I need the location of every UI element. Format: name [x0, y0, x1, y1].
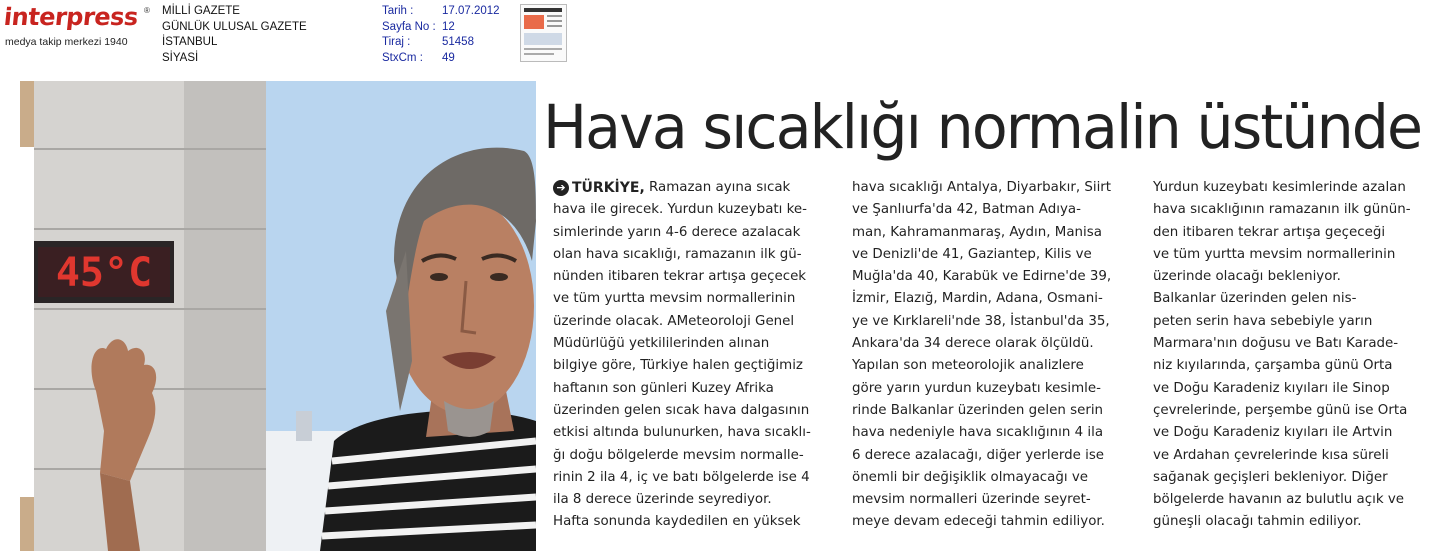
meta-row-stxcm [382, 51, 522, 67]
article-line: ve Doğu Karadeniz kıyıları ile Artvin [1153, 425, 1393, 441]
publication-info [162, 4, 307, 66]
photo-illustration [34, 81, 536, 551]
article-headline: Hava sıcaklığı normalin üstünde [543, 92, 1422, 163]
publication-name: MİLLİ GAZETE [162, 5, 240, 17]
article-line: mevsim normalleri üzerinde seyret- [852, 492, 1091, 508]
article-line: üzerinden gelen sıcak hava dalgasının [553, 402, 810, 418]
article-line: Muğla'da 40, Karabük ve Edirne'de 39, [852, 269, 1112, 285]
meta-value: 17.07.2012 [442, 5, 500, 17]
meta-label: StxCm : [382, 51, 423, 64]
meta-value: 12 [442, 20, 455, 33]
article-line: hava ile girecek. Yurdun kuzeybatı ke- [553, 202, 807, 218]
article-line: İzmir, Elazığ, Mardin, Adana, Osmani- [852, 291, 1103, 307]
meta-value: 49 [442, 51, 455, 64]
meta-row-date [382, 4, 522, 20]
article-line [553, 177, 811, 199]
article-photo [34, 81, 536, 551]
article-line: rinde Balkanlar üzerinden gelen serin [852, 402, 1104, 418]
article-line: güneşli olacağı tahmin ediliyor. [1153, 514, 1362, 530]
article-line: ğı doğu bölgelerde mevsim normalle- [553, 447, 804, 463]
article-line: peten serin hava sebebiyle yarın [1153, 313, 1373, 329]
article-line: ila 8 derece üzerinde seyrediyor. [553, 492, 772, 508]
article-line: den itibaren tekrar artışa geçeceği [1153, 224, 1386, 240]
logo-wordmark: interpress [2, 3, 140, 31]
article-line: sağanak geçişleri bekleniyor. Diğer [1153, 469, 1388, 485]
article-line: Ankara'da 34 derece olarak ölçüldü. [852, 336, 1094, 352]
article-line: hava sıcaklığının ramazanın ilk günün- [1153, 202, 1411, 218]
page-thumbnail[interactable] [520, 4, 567, 62]
meta-row-page [382, 20, 522, 36]
article-line: ve Şanlıurfa'da 42, Batman Adıya- [852, 202, 1081, 218]
article-line: üzerinde olacak. AMeteoroloji Genel [553, 313, 795, 329]
article-line: hava sıcaklığı Antalya, Diyarbakır, Siirt [852, 180, 1112, 195]
logo-registered-mark: ® [144, 6, 150, 15]
arrow-right-icon: ➔ [553, 180, 569, 196]
article-column-1 [553, 177, 811, 534]
article-line: Balkanlar üzerinden gelen nis- [1153, 291, 1357, 307]
article-line: ve tüm yurtta mevsim normallerinin [1153, 246, 1396, 262]
article-line: Yurdun kuzeybatı kesimlerinde azalan [1153, 180, 1406, 195]
article-line: ye ve Kırklareli'nde 38, İstanbul'da 35, [852, 313, 1110, 329]
article-line: man, Kahramanmaraş, Aydın, Manisa [852, 224, 1102, 240]
meta-value: 51458 [442, 36, 474, 48]
meta-label: Sayfa No : [382, 20, 436, 33]
article-column-2 [852, 177, 1111, 534]
article-line: olan hava sıcaklığı, ramazanın ilk gü- [553, 246, 802, 262]
logo-tagline: medya takip merkezi 1940 [5, 36, 128, 48]
article-column-3 [1153, 177, 1411, 534]
article-line: göre yarın yurdun kuzeybatı kesimle- [852, 380, 1101, 396]
article-line: etkisi altında bulunurken, hava sıcaklı- [553, 425, 811, 441]
interpress-logo [4, 3, 150, 49]
article-line: ve Denizli'de 41, Gaziantep, Kilis ve [852, 246, 1092, 262]
publication-city: İSTANBUL [162, 36, 218, 48]
clipping-metadata [382, 4, 522, 66]
article-first-line: Ramazan ayına sıcak [649, 180, 791, 196]
article-line: rinin 2 ila 4, iç ve batı bölgelerde ise 4 [553, 469, 810, 485]
meta-label: Tarih : [382, 5, 414, 17]
article-line: ve tüm yurtta mevsim normallerinin [553, 291, 796, 307]
publication-type: GÜNLÜK ULUSAL GAZETE [162, 20, 307, 33]
article-line: çevrelerinde, perşembe günü ise Orta [1153, 402, 1408, 418]
kicker-word: TÜRKİYE, [572, 180, 645, 196]
article-line: bölgelerde havanın az bulutlu açık ve [1153, 492, 1405, 508]
article-line: hava nedeniyle hava sıcaklığının 4 ila [852, 425, 1104, 441]
article-line: 6 derece azalacağı, diğer yerlerde ise [852, 447, 1105, 463]
article-line: niz kıyılarında, çarşamba günü Orta [1153, 358, 1393, 374]
left-accent-bar-bottom [20, 497, 34, 551]
article-line: simlerinde yarın 4-6 derece azalacak [553, 224, 801, 240]
article-line: üzerinde olacağı bekleniyor. [1153, 269, 1341, 285]
article-line: Marmara'nın doğusu ve Batı Karade- [1153, 336, 1399, 352]
meta-row-circulation [382, 35, 522, 51]
article-line: önemli bir değişiklik olmayacağı ve [852, 469, 1089, 485]
article-line: nünden itibaren tekrar artışa geçecek [553, 269, 807, 285]
article-line: Yapılan son meteorolojik analizlere [852, 358, 1084, 374]
article-line: Hafta sonunda kaydedilen en yüksek [553, 514, 801, 530]
kicker [553, 177, 645, 199]
article-line: bilgiye göre, Türkiye halen geçtiğimiz [553, 358, 803, 374]
publication-category: SİYASİ [162, 51, 199, 64]
thermometer-reading: 45°C [55, 250, 153, 296]
article-line: meye devam edeceği tahmin ediliyor. [852, 514, 1105, 530]
article-line: ve Ardahan çevrelerinde kısa süreli [1153, 447, 1389, 463]
article-line: ve Doğu Karadeniz kıyıları ile Sinop [1153, 380, 1390, 396]
article-line: haftanın son günleri Kuzey Afrika [553, 380, 774, 396]
article-line: Müdürlüğü yetkililerinden alınan [553, 336, 770, 352]
meta-label: Tiraj : [382, 36, 411, 48]
left-accent-bar-top [20, 81, 34, 147]
